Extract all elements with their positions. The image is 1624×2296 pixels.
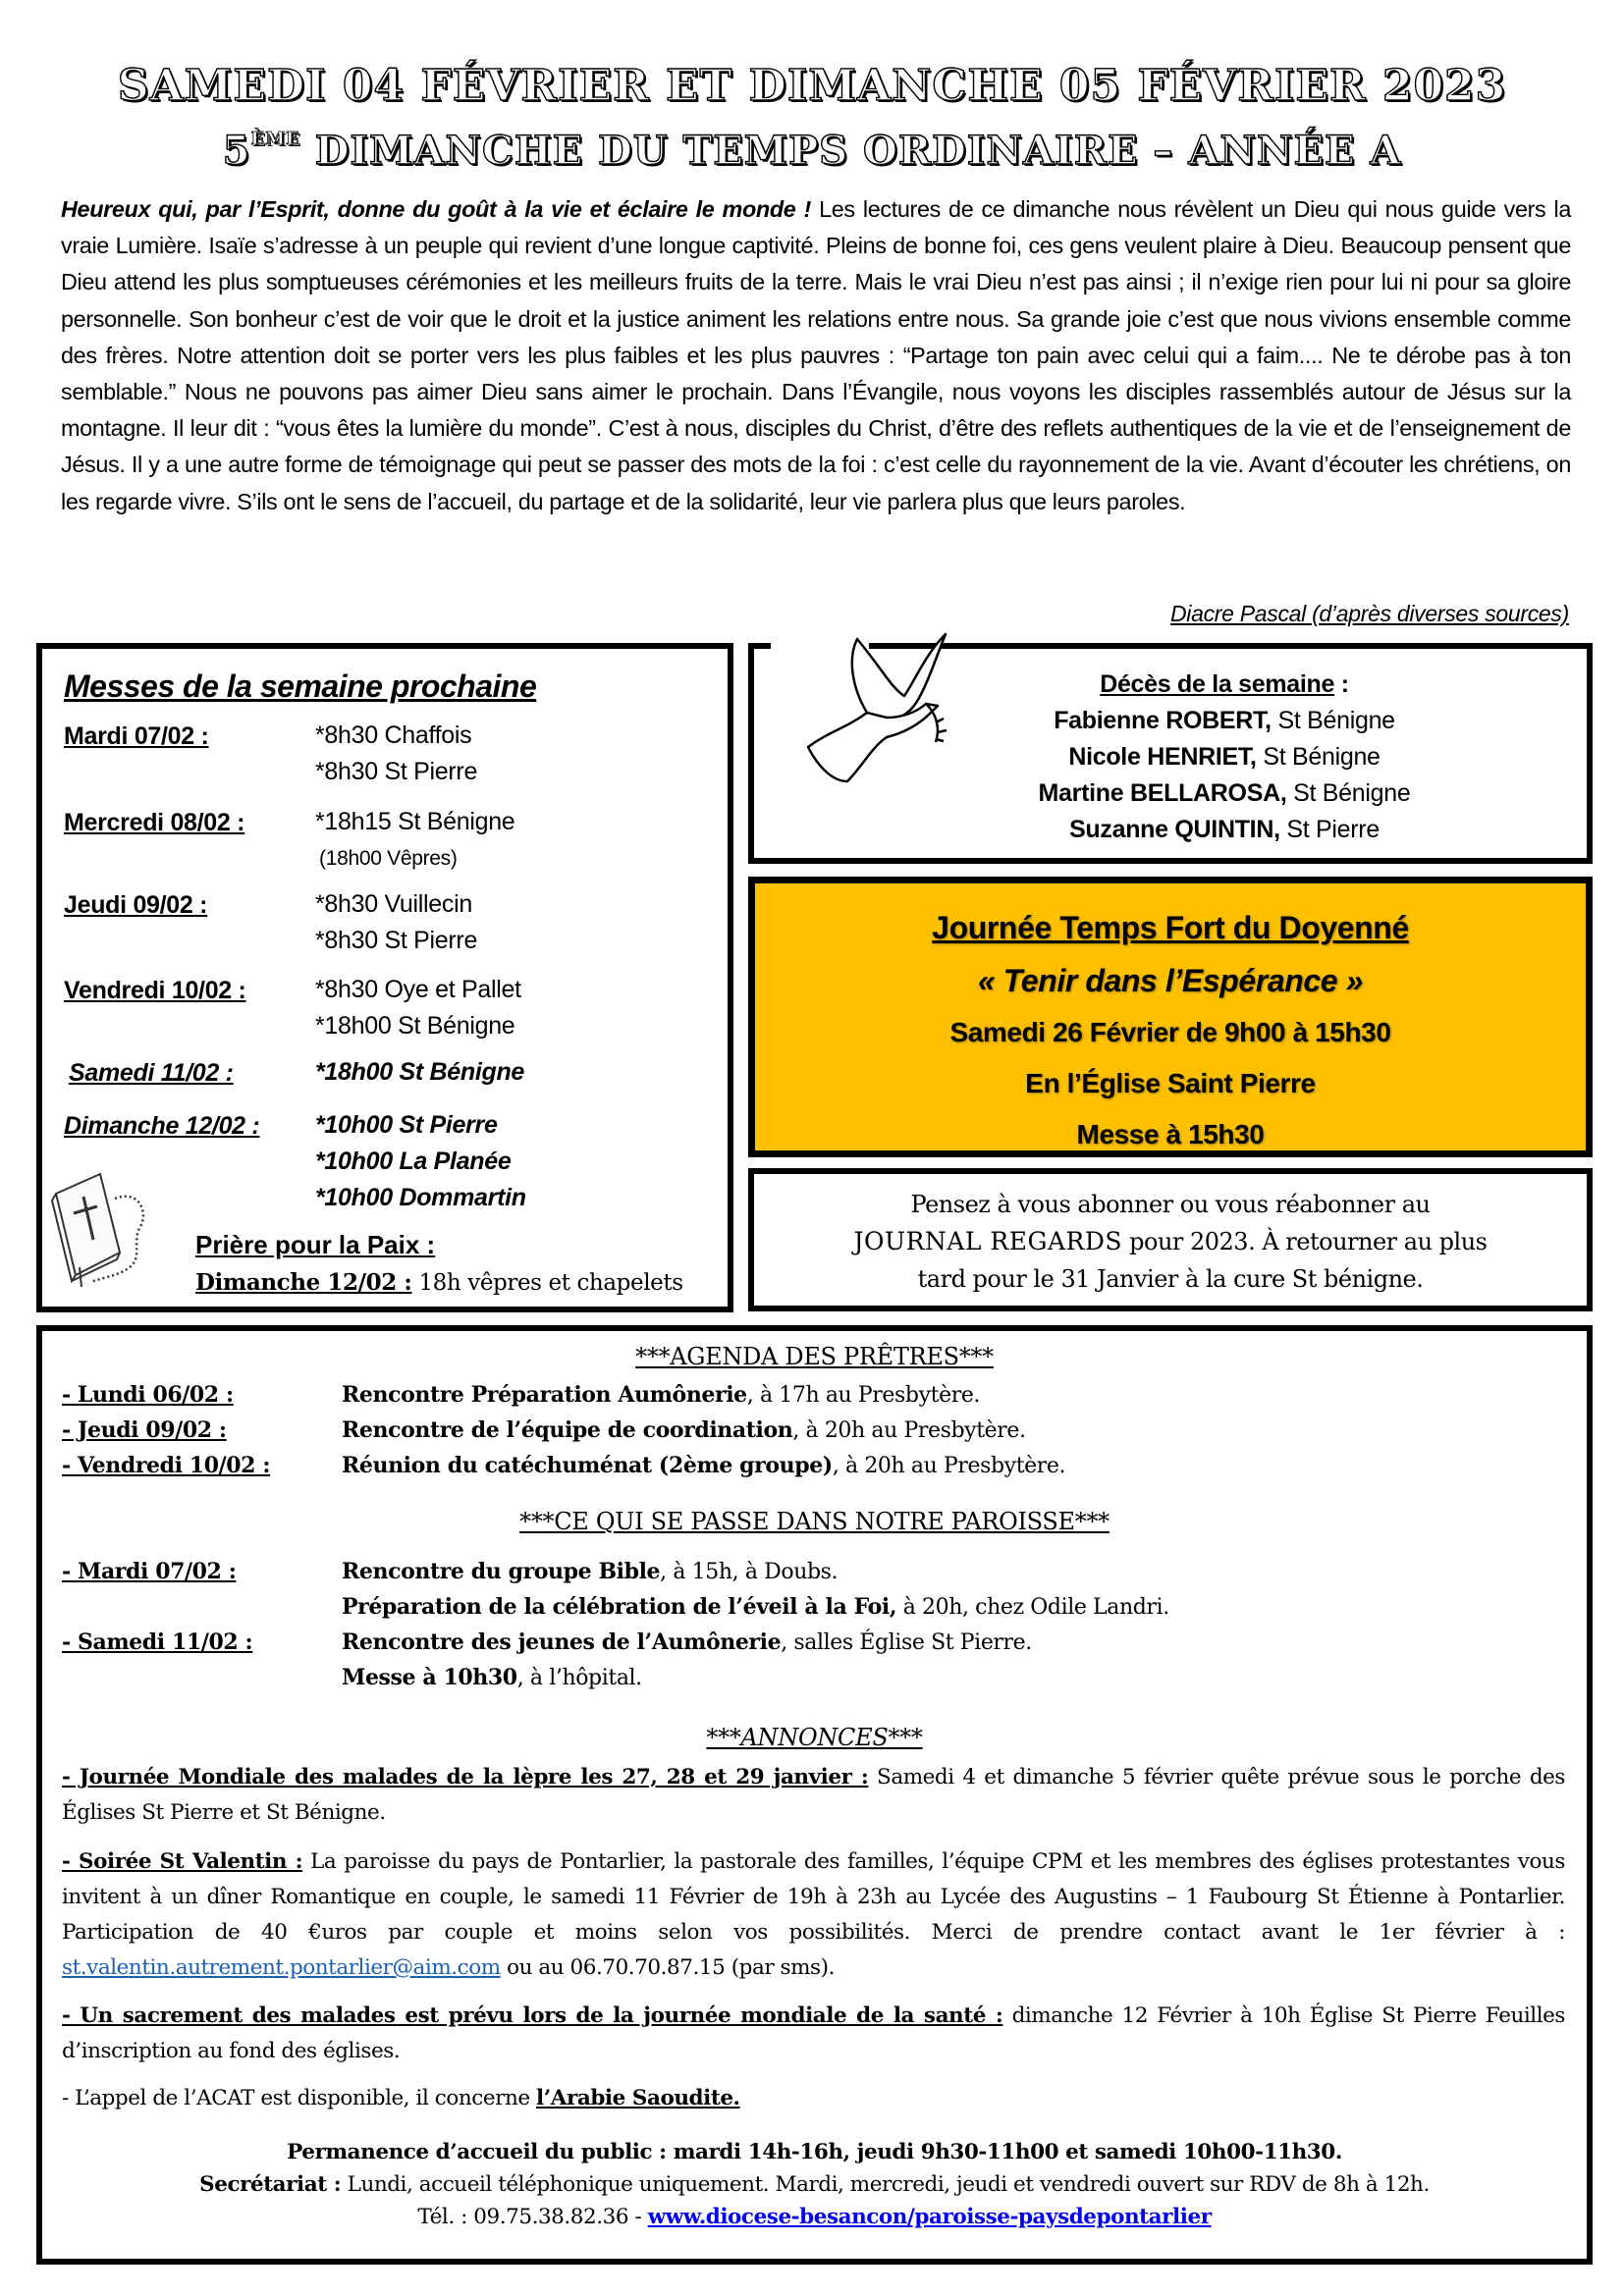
- event-title: Journée Temps Fort du Doyenné: [932, 910, 1409, 945]
- event-mass: Messe à 15h30: [1076, 1119, 1265, 1149]
- paroisse-title: ***CE QUI SE PASSE DANS NOTRE PAROISSE***: [519, 1508, 1110, 1535]
- secretariat-info: Secrétariat : Lundi, accueil téléphonique uniquement. Mardi, mercredi, jeudi et vendredi ouvert sur RDV de 8h à 12h.: [199, 2172, 1430, 2197]
- agenda-box: ***AGENDA DES PRÊTRES*** - Lundi 06/02 : Rencontre Préparation Aumônerie, à 17h au Presbytère. - Jeudi 09/02 : Rencontre de l’équipe de coordination, à 20h au Presbytère. - Vendredi 10/02 : Réunion du catéchuménat (2ème groupe), à 20h au Presbytère. ***CE QUI SE PASSE DANS NOTRE PAROISSE*** - Mardi 07/02 : Rencontre du groupe Bible, à 15h, à Doubs. Préparation de la célébration de l’éveil à la Foi, à 20h, chez Odile Landri. - Samedi 11/02 : Rencontre des jeunes de l’Aumônerie, salles Église St Pierre. Messe à 10h30, à l’hôpital. ***ANNONCES*** - Journée Mondiale des malades de la lèpre les 27, 28 et 29 janvier : Samedi 4 et dimanche 5 février quête prévue sous le porche des Églises St Pierre et St Bénigne. - Soirée St Valentin : La paroisse du pays de Pontarlier, la pastorale des familles, l’équipe CPM et les membres des églises protestantes vous invitent à un dîner Romantique en couple, le samedi 11 Février de 19h à 23h au Lycée des Augustins – 1 Faubourg St Étienne à Pontarlier. Participation de 40 €uros par couple et moins selon vos possibilités. Merci de prendre contact avant le 1er février à : st.valentin.autrement.pontarlier@aim.com ou au 06.70.70.87.15 (par sms). - Un sacrement des malades est prévu lors de la journée mondiale de la santé : dimanche 12 Février à 10h Église St Pierre Feuilles d’inscription au fond des églises. - L’appel de l’ACAT est disponible, il concerne l’Arabie Saoudite. Permanence d’accueil du public : mardi 14h-16h, jeudi 9h30-11h00 et samedi 10h00-11h30. Secrétariat : Lundi, accueil téléphonique uniquement. Mardi, mercredi, jeudi et vendredi ouvert sur RDV de 8h à 12h. Tél. : 09.75.38.82.36 - www.diocese-besancon/paroisse-paysdepontarlier: [36, 1325, 1593, 2265]
- event-box: [748, 877, 1593, 1157]
- regards-line2: pour 2023. À retourner au plus: [1122, 1228, 1488, 1255]
- regards-line3: tard pour le 31 Janvier à la cure St bénigne.: [917, 1265, 1424, 1293]
- event-place: En l’Église Saint Pierre: [1025, 1068, 1316, 1098]
- mass-day: Mercredi 08/02 :: [64, 809, 245, 836]
- website-link[interactable]: www.diocese-besancon/paroisse-paysdepontarlier: [647, 2205, 1212, 2229]
- deces-entry: Martine BELLAROSA, St Bénigne: [1038, 779, 1411, 807]
- annonce-lepre: - Journée Mondiale des malades de la lèpre les 27, 28 et 29 janvier : Samedi 4 et dimanche 5 février quête prévue sous le porche des Églises St Pierre et St Bénigne.: [62, 1765, 1566, 1825]
- intro-paragraph: [61, 191, 1571, 520]
- mass-time: *18h15 St Bénigne: [315, 808, 515, 835]
- mass-day: Jeudi 09/02 :: [64, 891, 208, 919]
- deces-title: Décès de la semaine: [1100, 670, 1335, 698]
- phone-number: Tél. : 09.75.38.82.36 -: [417, 2205, 648, 2229]
- regards-line1: Pensez à vous abonner ou vous réabonner au: [910, 1191, 1431, 1218]
- annonce-acat: - L’appel de l’ACAT est disponible, il concerne l’Arabie Saoudite.: [62, 2086, 740, 2110]
- page-subtitle: [0, 128, 1624, 174]
- footer: [42, 2136, 1587, 2233]
- valentin-email-link[interactable]: st.valentin.autrement.pontarlier@aim.com: [62, 1955, 501, 1980]
- mass-time: *8h30 Chaffois: [315, 721, 472, 749]
- messes-title: Messes de la semaine prochaine: [64, 668, 537, 704]
- deces-entry: Nicole HENRIET, St Bénigne: [1068, 743, 1380, 771]
- deces-entry: Suzanne QUINTIN, St Pierre: [1069, 816, 1380, 843]
- intro-signature: Diacre Pascal (d’après diverses sources): [1170, 601, 1569, 626]
- mass-time: *10h00 La Planée: [315, 1148, 512, 1175]
- event-subtitle: « Tenir dans l’Espérance »: [977, 963, 1364, 998]
- mass-time: *10h00 St Pierre: [315, 1111, 498, 1139]
- deces-box: [748, 643, 1593, 864]
- mass-time: *10h00 Dommartin: [315, 1184, 526, 1211]
- event-date: Samedi 26 Février de 9h00 à 15h30: [949, 1017, 1391, 1047]
- agenda-pretres-title: ***AGENDA DES PRÊTRES***: [635, 1343, 994, 1370]
- mass-time: *8h30 St Pierre: [315, 927, 478, 954]
- mass-day: Vendredi 10/02 :: [64, 977, 246, 1004]
- annonce-sacrement: - Un sacrement des malades est prévu lors de la journée mondiale de la santé : dimanche 12 Février à 10h Église St Pierre Feuilles d’inscription au fond des églises.: [62, 2003, 1565, 2063]
- bible-rosary-icon: [46, 1159, 164, 1292]
- annonce-valentin: - Soirée St Valentin : La paroisse du pays de Pontarlier, la pastorale des familles, l’équipe CPM et les membres des églises protestantes vous invitent à un dîner Romantique en couple, le samedi 11 Février de 19h à 23h au Lycée des Augustins – 1 Faubourg St Étienne à Pontarlier. Participation de 40 €uros par couple et moins selon vos possibilités. Merci de prendre contact avant le 1er février à : st.valentin.autrement.pontarlier@aim.com ou au 06.70.70.87.15 (par sms).: [62, 1849, 1565, 1980]
- intro-lead: Heureux qui, par l’Esprit, donne du goût à la vie et éclaire le monde !: [61, 196, 811, 222]
- mass-time: *18h00 St Bénigne: [315, 1058, 525, 1086]
- subtitle-number: 5: [222, 128, 251, 174]
- annonces-title: ***ANNONCES***: [706, 1724, 923, 1751]
- subtitle-rest: DIMANCHE DU TEMPS ORDINAIRE – ANNÉE A: [299, 128, 1402, 174]
- mass-day: Dimanche 12/02 :: [64, 1112, 260, 1140]
- deces-list: Décès de la semaine : Fabienne ROBERT, St Bénigne Nicole HENRIET, St Bénigne Martine BELLAROSA, St Bénigne Suzanne QUINTIN, St Pierre: [921, 667, 1528, 848]
- mass-time: *18h00 St Bénigne: [315, 1012, 515, 1040]
- contact-line: [42, 2201, 1587, 2233]
- priere-day: Dimanche 12/02 :: [195, 1269, 412, 1296]
- mass-time: *8h30 Vuillecin: [315, 890, 472, 918]
- intro-body: Les lectures de ce dimanche nous révèlent un Dieu qui nous guide vers la vraie Lumière. Isaïe s’adresse à un peuple qui revient d’une longue captivité. Pleins de bonne foi, ces gens veulent plaire à Dieu. Beaucoup pensent que Dieu attend les plus somptueuses cérémonies et les meilleurs fruits de la terre. Mais le vrai Dieu n’est pas ainsi ; il n’exige rien pour lui ni pour sa gloire personnelle. Son bonheur c’est de voir que le droit et la justice animent les relations entre nous. Sa grande joie c’est que nous vivions ensemble comme des frères. Notre attention doit se porter vers les plus faibles et les plus pauvres : “Partage ton pain avec celui qui a faim.... Ne te dérobe pas à ton semblable.” Nous ne pouvons pas aimer Dieu sans aimer le prochain. Dans l’Évangile, nous voyons les disciples rassemblés autour de Jésus sur la montagne. Il leur dit : “vous êtes la lumière du monde”. C’est à nous, disciples du Christ, d’être des reflets authentiques de la vie et de l’enseignement de Jésus. Il y a une autre forme de témoignage qui peut se passer des mots de la foi : c’est celle du rayonnement de la vie. Avant d’écouter les chrétiens, on les regarde vivre. S’ils ont le sens de l’accueil, du partage et de la solidarité, leur vie parlera plus que leurs paroles.: [61, 196, 1571, 514]
- priere-title: Prière pour la Paix :: [195, 1230, 436, 1259]
- mass-day: Mardi 07/02 :: [64, 722, 209, 750]
- mass-note: (18h00 Vêpres): [319, 847, 458, 870]
- permanence-hours: Permanence d’accueil du public : mardi 14h-16h, jeudi 9h30-11h00 et samedi 10h00-11h30.: [287, 2140, 1342, 2164]
- page-title: SAMEDI 04 FÉVRIER ET DIMANCHE 05 FÉVRIER 2023: [117, 61, 1507, 111]
- journal-name: JOURNAL REGARDS: [853, 1227, 1122, 1255]
- regards-box: [748, 1168, 1593, 1311]
- mass-time: *8h30 Oye et Pallet: [315, 976, 521, 1003]
- priere-text: [195, 1269, 683, 1296]
- priere-detail: 18h vêpres et chapelets: [411, 1270, 683, 1296]
- mass-time: *8h30 St Pierre: [315, 758, 478, 785]
- subtitle-superscript: ÈME: [250, 129, 300, 149]
- mass-day: Samedi 11/02 :: [69, 1059, 234, 1087]
- acat-highlight: l’Arabie Saoudite.: [536, 2086, 740, 2110]
- messes-box: [36, 643, 733, 1312]
- deces-entry: Fabienne ROBERT, St Bénigne: [1054, 707, 1395, 734]
